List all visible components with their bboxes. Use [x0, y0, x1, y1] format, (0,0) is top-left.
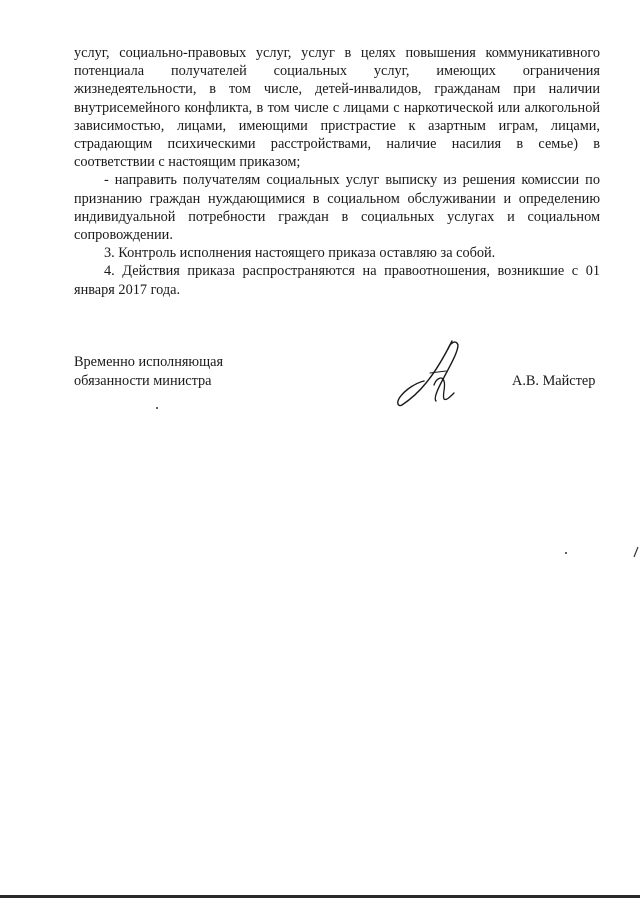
handwritten-signature: [388, 335, 468, 415]
document-body: [74, 44, 600, 299]
signatory-title-line2: обязанности министра: [74, 372, 212, 389]
scan-edge-line: [0, 895, 640, 898]
signatory-name: А.В. Майстер: [512, 373, 596, 389]
paragraph-continuation: услуг, социально-правовых услуг, услуг в целях повышения коммуникативного потенциала получателей социальных услуг, имеющих ограничения жизнедеятельности, в том числе, детей-инвалидов, гражданам при наличии внутрисемейного конфликта, в том числе с лицами с наркотической или алкогольной зависимостью, лицами, имеющими пристрастие к азартным играм, лицами, страдающим психическими расстройствами, наличие насилия в семье) в соответствии с настоящим приказом;: [74, 45, 600, 171]
paragraph-control: 3. Контроль исполнения настоящего приказа оставляю за собой.: [104, 245, 496, 262]
signatory-title-line1: Временно исполняющая: [74, 354, 224, 370]
paragraph-extract: - направить получателям социальных услуг выписку из решения комиссии по признанию граждан нуждающимися в социальном обслуживании и определению индивидуальной потребности граждан в социальных услугах и социальном сопровождении.: [74, 172, 600, 244]
signatory-title: [74, 353, 223, 390]
paragraph-effective-date: 4. Действия приказа распространяются на правоотношения, возникшие с 01 января 2017 года.: [74, 263, 600, 298]
scan-edge-mark: [630, 545, 640, 575]
scan-speck: [565, 552, 567, 554]
scan-speck: [156, 407, 158, 409]
